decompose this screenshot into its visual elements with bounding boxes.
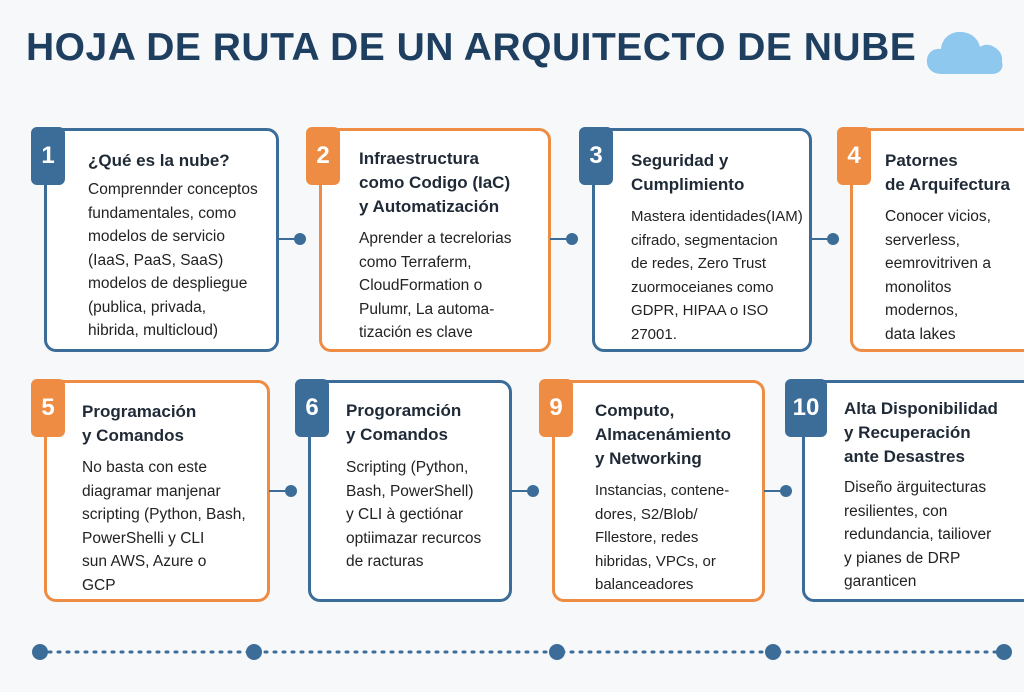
step-number-badge: 2 <box>306 127 340 185</box>
step-description: Scripting (Python, Bash, PowerShell) y CLI à gectiónar optiimazar recurcos de racturas <box>346 459 482 570</box>
timeline-node <box>246 644 262 660</box>
step-description: Comprennder conceptos fundamentales, como modelos de servicio (IaaS, PaaS, SaaS) modelos de despliegue (publica, privada, hibrida, multicloud) <box>88 181 258 339</box>
step-number-badge: 4 <box>837 127 871 185</box>
step-card-3 <box>589 128 812 352</box>
step-card-6 <box>305 380 512 602</box>
timeline-node <box>765 644 781 660</box>
step-description: No basta con este diagramar manjenar scripting (Python, Bash, PowerShelli y CLI sun AWS, Azure o GCP <box>82 459 246 594</box>
step-card-5 <box>41 380 270 602</box>
step-card-10 <box>792 380 1024 602</box>
step-number-badge: 1 <box>31 127 65 185</box>
timeline <box>0 630 1024 670</box>
step-number-badge: 6 <box>295 379 329 437</box>
step-number-badge: 10 <box>785 379 827 437</box>
step-heading: Alta Disponibilidad y Recuperación ante Desastres <box>844 399 998 466</box>
step-number-badge: 9 <box>539 379 573 437</box>
step-card-1 <box>41 128 279 352</box>
step-number-badge: 3 <box>579 127 613 185</box>
step-heading: Infraestructura como Codigo (IaC) y Automatización <box>359 149 511 216</box>
step-heading: ¿Qué es la nube? <box>88 151 230 170</box>
step-heading: Patornes de Arquifectura <box>885 151 1011 194</box>
step-heading: Progoramción y Comandos <box>346 401 462 444</box>
step-card-4 <box>847 128 1024 352</box>
step-description: Aprender a tecrelorias como Terraferm, CloudFormation o Pulumr, La automa- tización es clave <box>359 230 512 341</box>
timeline-node <box>996 644 1012 660</box>
step-card-2 <box>316 128 551 352</box>
page-title: HOJA DE RUTA DE UN ARQUITECTO DE NUBE <box>26 26 917 69</box>
connector-6-9 <box>511 482 553 500</box>
timeline-node <box>549 644 565 660</box>
step-description: Diseño ärguitecturas resilientes, con redundancia, tailiover y pianes de DRP garanticen <box>844 479 992 590</box>
step-heading: Programación y Comandos <box>82 402 197 445</box>
connector-9-10 <box>764 482 804 500</box>
step-description: Mastera identidades(IAM) cifrado, segmentacion de redes, Zero Trust zuormoceianes como GDPR, HIPAA o ISO 27001. <box>631 208 803 343</box>
step-card-9 <box>549 380 765 602</box>
timeline-node <box>32 644 48 660</box>
connector-5-6 <box>269 482 311 500</box>
step-description: Instancias, contene- dores, S2/Blob/ Fllestore, redes hibridas, VPCs, or balanceadores <box>595 482 730 593</box>
connector-1-2 <box>278 230 322 248</box>
step-number-badge: 5 <box>31 379 65 437</box>
cloud-icon <box>924 26 1006 76</box>
connector-3-4 <box>811 230 851 248</box>
step-heading: Computo, Almacenámiento y Networking <box>595 401 732 468</box>
step-heading: Seguridad y Cumplimiento <box>631 151 745 194</box>
connector-2-3 <box>550 230 594 248</box>
step-description: Conocer vicios, serverless, eemrovitriven a monolitos modernos, data lakes <box>885 208 991 343</box>
